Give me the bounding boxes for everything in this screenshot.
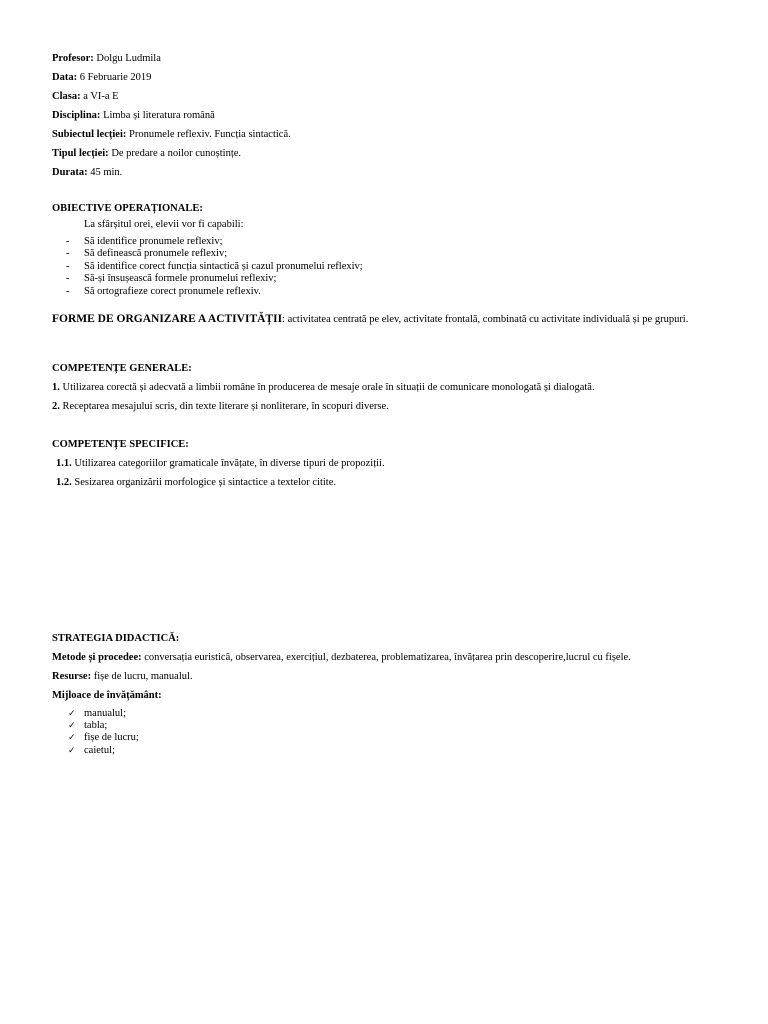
forme-organizare [52,312,688,327]
competente-generale-heading: COMPETENȚE GENERALE: [52,363,192,374]
resurse [52,670,193,684]
dash-marker: - [66,260,70,272]
field-tip [52,147,241,161]
resurse-value: fișe de lucru, manualul. [91,671,193,682]
metode-label: Metode și procedee: [52,652,142,663]
metode-value: conversația euristică, observarea, exercițiul, dezbaterea, problematizarea, învățarea prin descoperire,lucrul cu fișele. [141,652,631,663]
metode-procedee [52,651,631,665]
field-durata [52,166,122,180]
dash-marker: - [66,273,70,285]
field-tip-label: Tipul lecției: [52,148,109,159]
competenta-specifica-1-1 [56,457,385,471]
list-item: ✓ tabla; [68,720,108,732]
field-subiect-value: Pronumele reflexiv. Funcția sintactică. [126,129,291,140]
field-tip-value: De predare a noilor cunoștințe. [108,148,242,159]
list-item: - Să ortografieze corect pronumele reflexiv. [66,285,261,297]
competenta-specifica-1-2 [56,476,336,490]
list-item: ✓ fișe de lucru; [68,732,139,744]
field-disciplina-label: Disciplina: [52,110,101,121]
field-profesor-value: Dolgu Ludmila [93,53,161,64]
competenta-number: 1.2. [56,477,72,488]
field-profesor [52,52,161,66]
competenta-generala-1 [52,381,595,395]
competenta-number: 1. [52,382,60,393]
field-disciplina-value: Limba și literatura română [100,110,215,121]
checkmark-icon: ✓ [68,709,76,719]
obiective-intro: La sfârșitul orei, elevii vor fi capabili: [84,219,244,230]
field-clasa-label: Clasa: [52,91,81,102]
competenta-text: Utilizarea categoriilor gramaticale învățate, în diverse tipuri de propoziții. [71,458,385,469]
list-item: ✓ caietul; [68,744,115,756]
competenta-text: Receptarea mesajului scris, din texte literare și nonliterare, în scopuri diverse. [59,401,389,412]
dash-marker: - [66,285,70,297]
list-item: ✓ manualul; [68,708,126,719]
field-data-label: Data: [52,72,78,83]
competenta-text: Utilizarea corectă și adecvată a limbii române în producerea de mesaje orale în situații de comunicare monologată și dialogată. [59,382,595,393]
list-item: - Să definească pronumele reflexiv; [66,248,228,260]
obiective-list [66,236,363,298]
field-subiect-label: Subiectul lecției: [52,129,127,140]
competenta-generala-2 [52,400,389,414]
obiective-heading: OBIECTIVE OPERAȚIONALE: [52,203,203,214]
checkmark-icon: ✓ [68,733,76,744]
field-disciplina [52,109,215,123]
field-subiect [52,128,291,142]
field-data [52,71,151,85]
list-item: - Să-și însușească formele pronumelui reflexiv; [66,273,277,285]
list-item: - Să identifice pronumele reflexiv; [66,236,223,247]
competente-specifice-heading: COMPETENȚE SPECIFICE: [52,439,189,450]
list-item: - Să identifice corect funcția sintactică și cazul pronumelui reflexiv; [66,260,363,272]
strategia-heading: STRATEGIA DIDACTICĂ: [52,633,180,644]
competenta-number: 1.1. [56,458,72,469]
dash-marker: - [66,248,70,260]
checkmark-icon: ✓ [68,721,76,732]
checkmark-icon: ✓ [68,745,76,756]
field-durata-label: Durata: [52,167,88,178]
dash-marker: - [66,236,70,247]
mijloace-list [68,708,139,757]
competenta-text: Sesizarea organizării morfologice și sintactice a textelor citite. [71,477,336,488]
resurse-label: Resurse: [52,671,92,682]
field-data-value: 6 Februarie 2019 [77,72,152,83]
field-clasa-value: a VI-a E [80,91,119,102]
field-durata-value: 45 min. [87,167,123,178]
competenta-number: 2. [52,401,60,412]
forme-organizare-text: : activitatea centrată pe elev, activitate frontală, combinată cu activitate individuală și pe grupuri. [282,314,689,325]
field-profesor-label: Profesor: [52,53,94,64]
mijloace-label: Mijloace de învățământ: [52,690,162,701]
field-clasa [52,90,119,104]
forme-organizare-label: FORME DE ORGANIZARE A ACTIVITĂȚII [52,313,283,325]
